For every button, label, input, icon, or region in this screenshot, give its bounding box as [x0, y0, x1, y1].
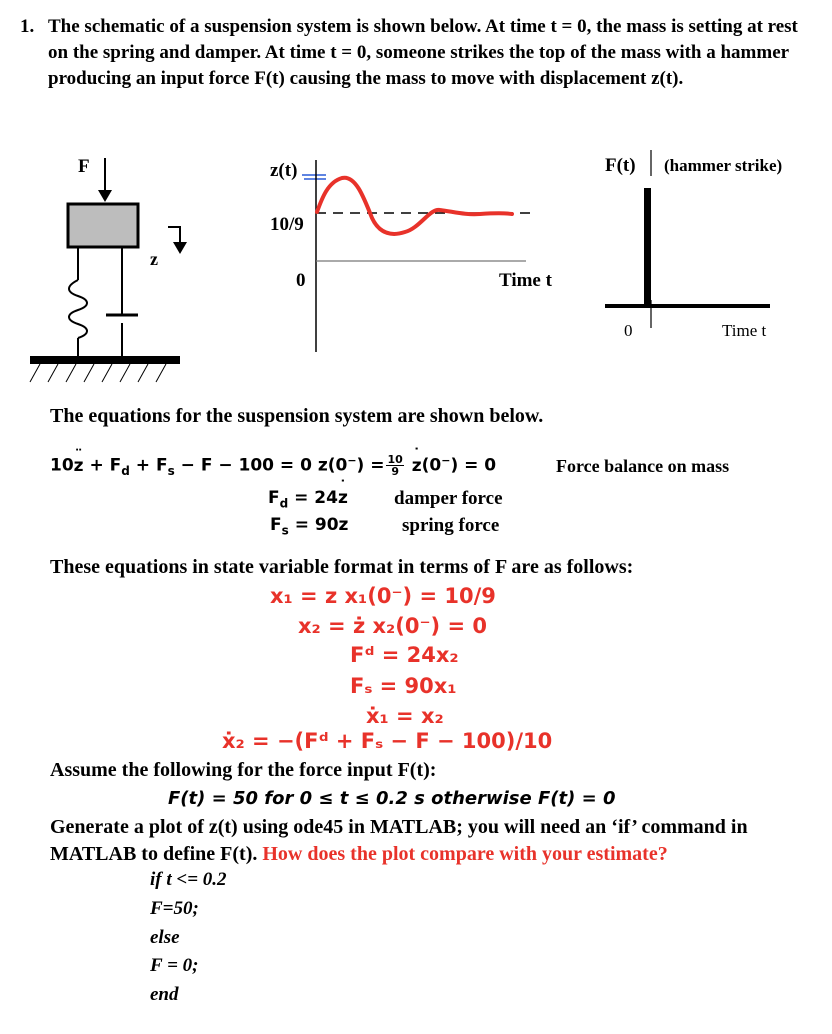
z-estimate-curve [317, 178, 512, 234]
problem-number: 1. [20, 16, 35, 37]
force-balance-desc: Force balance on mass [556, 456, 730, 476]
compare-question: How does the plot compare with your estimate? [262, 843, 668, 865]
assume-heading: Assume the following for the force input F(t): [50, 759, 437, 781]
code-line-5: end [150, 984, 179, 1005]
generate-instruction: Generate a plot of z(t) using ode45 in MATLAB; you will need an ‘if’ command in MATLAB to define F(t). How does the plot compare with your estimate? [50, 816, 748, 865]
spring-icon [69, 280, 87, 338]
f-note: (hammer strike) [664, 156, 783, 175]
state-line-2: x₂ = ż x₂(0⁻) = 0 [298, 614, 487, 638]
spring-equation: $F_s = 90z$ [270, 515, 349, 538]
code-line-1: if t <= 0.2 [150, 869, 227, 890]
f-zero-label: 0 [624, 321, 633, 340]
state-line-6: ẋ₂ = −(Fᵈ + Fₛ − F − 100)/10 [222, 729, 553, 753]
state-line-5: ẋ₁ = x₂ [366, 704, 444, 728]
figure-suspension [0, 140, 832, 390]
spring-desc: spring force [402, 515, 500, 536]
force-plot [605, 150, 782, 340]
force-arrow-icon [98, 190, 112, 202]
damper-equation: $F_d$ = 24˙ z [268, 488, 348, 510]
z-zero-label: 0 [296, 270, 306, 291]
displacement-arrow-icon [173, 242, 187, 254]
state-line-3: Fᵈ = 24x₂ [350, 643, 459, 667]
force-impulse [644, 188, 651, 306]
z-plot [270, 160, 553, 352]
code-line-3: else [150, 927, 180, 948]
displacement-label: z [150, 249, 158, 269]
z-axis-label: z(t) [270, 160, 298, 181]
state-line-4: Fₛ = 90x₁ [350, 674, 457, 698]
state-line-1: x₁ = z x₁(0⁻) = 10/9 [270, 584, 496, 608]
f-axis-label: F(t) [605, 155, 636, 176]
problem-statement [20, 14, 810, 92]
force-balance-equation: 10¨ $z + F_d + F_s - F - 100 = 0$ z(0−) = $\frac{10}{9}$ ˙ z(0−) = 0 [50, 454, 496, 478]
code-line-2: F=50; [150, 898, 199, 919]
f-time-label: Time t [722, 321, 767, 340]
z-level-label: 10/9 [270, 214, 304, 235]
ground [30, 356, 180, 364]
code-line-4: F = 0; [150, 955, 199, 976]
force-definition: F(t) = 50 for 0 ≤ t ≤ 0.2 s otherwise F(t) = 0 [168, 788, 616, 809]
z-time-label: Time t [499, 270, 552, 291]
state-heading: These equations in state variable format in terms of F are as follows: [50, 556, 634, 578]
problem-text: The schematic of a suspension system is shown below. At time t = 0, the mass is setting at rest on the spring and damper. At time t = 0, someone strikes the top of the mass with a hammer producing an input force F(t) causing the mass to move with displacement z(t). [48, 16, 798, 89]
mass-block [68, 204, 138, 247]
force-label: F [78, 156, 90, 177]
suspension-schematic [30, 156, 187, 382]
damper-desc: damper force [394, 488, 503, 509]
equations-heading: The equations for the suspension system are shown below. [50, 405, 544, 427]
